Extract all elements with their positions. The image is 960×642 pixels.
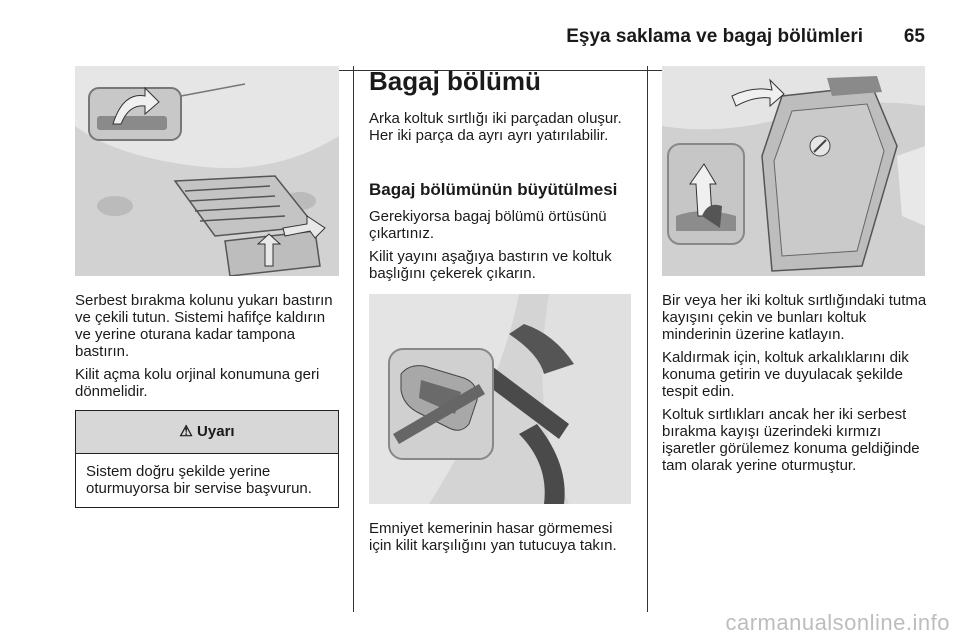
col2-paragraph-1: Gerekiyorsa bagaj bölümü örtüsünü çıkartınız. (369, 208, 607, 242)
section-title: Eşya saklama ve bagaj bölümleri (566, 26, 863, 47)
warning-triangle-icon: ⚠ (179, 423, 193, 440)
col1-paragraph-1: Serbest bırakma kolunu yukarı bastırın ve çekili tutun. Sistemi hafifçe kaldırın ve yerine oturana kadar tampona bastırın. (75, 292, 333, 360)
warning-title: Uyarı (197, 423, 235, 440)
page-header (75, 22, 925, 46)
col2-paragraph-2: Kilit yayını aşağıya bastırın ve koltuk başlığını çekerek çıkarın. (369, 248, 612, 282)
warning-header (76, 411, 338, 454)
figure-seatbelt (369, 294, 631, 504)
column-divider-1 (353, 66, 354, 612)
col3-paragraph-3: Koltuk sırtlıkları ancak her iki serbest bırakma kayışı üzerindeki kırmızı işaretler görülemez konuma geldiğinde tam olarak yerine oturmuştur. (662, 406, 920, 474)
warning-box (75, 410, 339, 508)
warning-body: Sistem doğru şekilde yerine oturmuyorsa bir servise başvurun. (86, 463, 312, 497)
figure-seat-folding (662, 66, 925, 276)
figure-caption: Emniyet kemerinin hasar görmemesi için kilit karşılığını yan tutucuya takın. (369, 520, 617, 554)
watermark: carmanualsonline.info (725, 610, 950, 635)
page-number: 65 (903, 26, 925, 47)
col1-paragraph-2: Kilit açma kolu orjinal konumuna geri dönmelidir. (75, 366, 320, 400)
col2-text (369, 208, 635, 288)
col3-paragraph-1: Bir veya her iki koltuk sırtlığındaki tutma kayışını çekin ve bunları koltuk minderinin üzerine katlayın. (662, 292, 927, 343)
col2-intro: Arka koltuk sırtlığı iki parçadan oluşur. Her iki parça da ayrı ayrı yatırılabilir. (369, 110, 622, 144)
figure-release-lever (75, 66, 339, 276)
column-divider-2 (647, 66, 648, 612)
col3-paragraph-2: Kaldırmak için, koltuk arkalıklarını dik konuma getirin ve duyulacak şekilde tespit edin. (662, 349, 909, 400)
col3-text (662, 292, 932, 480)
section-heading: Bagaj bölümü (369, 66, 541, 96)
col1-text (75, 292, 343, 406)
subheading: Bagaj bölümünün büyütülmesi (369, 180, 618, 199)
